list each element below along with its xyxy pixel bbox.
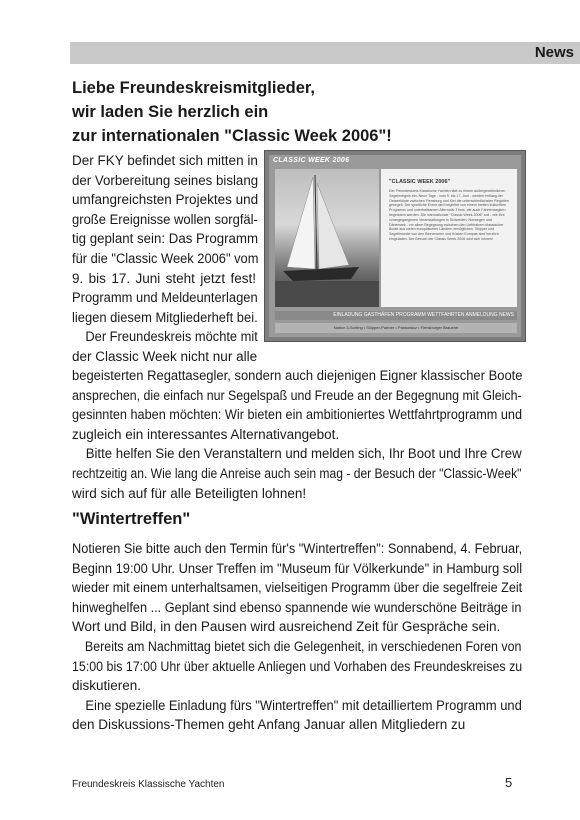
website-screenshot <box>264 150 526 342</box>
text-line: liegen diesem Mitgliederheft bei. <box>72 309 258 325</box>
section-title-wintertreffen: "Wintertreffen" <box>72 510 191 528</box>
section-label: News <box>534 44 574 61</box>
section-header-bar <box>70 42 580 64</box>
text-line: große Ereignisse wollen sorgfäl- <box>72 211 258 227</box>
article-intro-narrow <box>72 151 259 367</box>
text-line: ansprechen, die einfach nur Segelspaß und Freude an der Begegnung mit Gleich- <box>72 387 522 403</box>
wintertreffen-body <box>72 539 523 735</box>
text-line: gesinnten haben möchten: Wir bieten ein ambitioniertes Wettfahrtprogramm und <box>72 407 523 423</box>
website-panel-text: Der Freundeskreis Klassische Yachten lädt zu einem außergewöhnlichen Segelereignis ein. Neun Tage - vom 9. bis 17. Juni - werden entlang der Ostseeküste zwischen Flensburg und Kiel die unterschiedlichsten Regatten gesegelt. Der sportliche Event wird begleitet von einem breiten kulturellen Programm und unterhaltsamen Alternativ-Törns, die auch Fahrtenseglern begeistern werden. Die internationale "Classic Week 2006" soll - wie ihre vorangegangenen Veranstaltungen in Schweden, Norwegen und Dänemark - vor allem Begegnung zwischen den Liebhabern klassischer Boote aus vielen europäischen Ländern ermöglichen. Skipper und Segelfreunde von den Binnenseen und Küsten Europas sind herzlich eingeladen. Der Besuch der Classic Week 2006 wird sich lohnen! <box>389 189 509 241</box>
article-headline <box>72 76 512 148</box>
text-line: für die "Classic Week 2006" vom <box>72 250 259 266</box>
text-line: zugleich ein interessantes Alternativangebot. <box>72 426 340 442</box>
headline-line: Liebe Freundeskreismitglieder, <box>72 79 316 97</box>
text-line: diskutieren. <box>72 678 142 694</box>
website-screenshot-frame <box>269 155 521 337</box>
article-body <box>72 366 523 503</box>
website-nav: EINLADUNG GASTHÄFEN PROGRAMM WETTFAHRTEN ANMELDUNG NEWS <box>275 311 517 320</box>
text-line: umfangreichsten Projektes und <box>72 192 259 208</box>
text-line: wieder mit einem unterhaltsamen, vielseitigen Programm über die segelfreie Zeit <box>72 580 523 596</box>
text-line: der Vorbereitung seines bislang <box>72 172 259 188</box>
text-line: Der FKY befindet sich mitten in <box>72 153 258 168</box>
text-line: 15:00 bis 17:00 Uhr über aktuelle Anliegen und Vorhaben des Freundeskreises zu <box>72 658 523 674</box>
text-line: wird sich auf für alle Beteiligten lohnen! <box>72 485 307 501</box>
website-sponsors: Nation 3-Sorting • Skipper-Partner • Pankowicz • Flensburger Brauerei <box>275 323 517 333</box>
website-title: CLASSIC WEEK 2006 <box>273 157 350 164</box>
text-line: Eine spezielle Einladung fürs "Wintertreffen" mit detailliertem Programm und <box>85 697 522 713</box>
page-number: 5 <box>505 775 513 790</box>
text-line: Bitte helfen Sie den Veranstaltern und melden sich, Ihr Boot und Ihre Crew <box>85 446 522 462</box>
text-line: Programm und Meldeunterlagen <box>72 290 258 306</box>
text-line: Beginn 19:00 Uhr. Unser Treffen im "Museum für Völkerkunde" in Hamburg soll <box>72 560 523 576</box>
text-line: Notieren Sie bitte auch den Termin für's "Wintertreffen": Sonnabend, 4. Februar, <box>72 541 523 556</box>
headline-line: wir laden Sie herzlich ein <box>72 103 269 121</box>
text-line: 9. bis 17. Juni steht jetzt fest! <box>72 270 256 286</box>
text-line: tig geplant sein: Das Programm <box>72 231 259 247</box>
text-line: rechtzeitig an. Wie lang die Anreise auch sein mag - der Besuch der "Classic-Week" <box>72 465 522 481</box>
website-panel-title: "CLASSIC WEEK 2006" <box>389 179 451 185</box>
text-line: Wort und Bild, in den Pausen wird ausreichend Zeit für Gespräche sein. <box>72 619 501 635</box>
footer-publisher: Freundeskreis Klassische Yachten <box>72 779 225 790</box>
text-line: Bereits am Nachmittag bietet sich die Gelegenheit, in verschiedenen Foren von <box>84 638 522 654</box>
sailboat-illustration <box>275 169 379 307</box>
text-line: Der Freundeskreis möchte mit <box>85 329 258 345</box>
headline-line: zur internationalen "Classic Week 2006"! <box>72 127 392 145</box>
text-line: der Classic Week nicht nur alle <box>72 348 258 364</box>
text-line: hinweghelfen ... Geplant sind ebenso spannende wie wunderschöne Beiträge in <box>72 599 522 615</box>
website-content-panel <box>381 169 517 307</box>
sailboat-photo <box>275 169 379 307</box>
text-line: begeisterten Regattasegler, sondern auch diejenigen Eigner klassischer Boote <box>72 368 523 383</box>
text-line: den Diskussions-Themen geht Anfang Januar allen Mitgliedern zu <box>72 717 466 733</box>
